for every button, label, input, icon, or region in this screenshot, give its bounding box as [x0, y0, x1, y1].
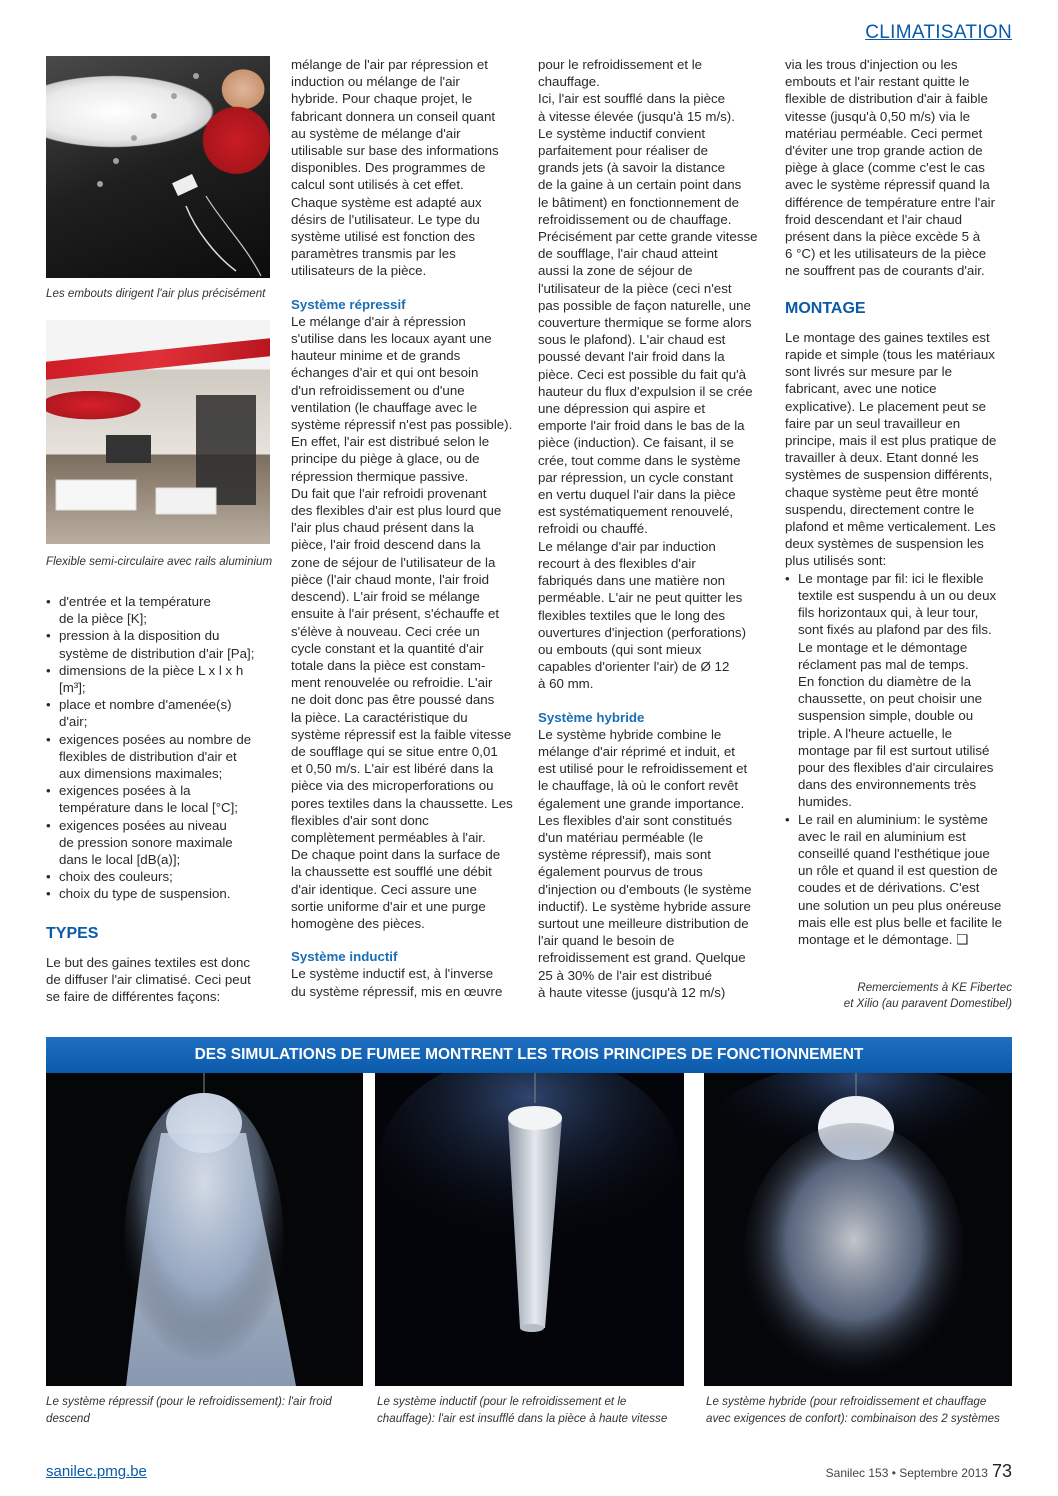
montage-heading: MONTAGE [785, 299, 866, 317]
repressif-heading: Système répressif [291, 296, 406, 312]
photo-semicircular-duct [46, 320, 270, 544]
column-1 [46, 593, 278, 1005]
section-tag: CLIMATISATION [865, 22, 1012, 43]
simulation-caption-inductif: Le système inductif (pour le refroidissement et le chauffage): l'air est insufflé dans la pièce à haute vitesse [377, 1395, 668, 1425]
smoke-image-hybride [704, 1073, 1012, 1386]
hybride-continued-paragraph: via les trous d'injection ou les embouts et l'air restant quitte le flexible de distribution d'air à faible vitesse (jusqu'à 0,50 m/s) via le matériau perméable. Ceci permet d'éviter une trop grande action de piège à glace (comme c'est le cas avec le système répressif quand la différence de température entre l'air froid descendant et l'air chaud présent dans la pièce excède 5 à 6 °C) et les utilisateurs de la pièce ne souffrent pas de courants d'air. [785, 57, 995, 279]
types-heading: TYPES [46, 924, 99, 942]
issue-label: Sanilec 153 • Septembre 2013 [825, 1466, 988, 1480]
list-item: • choix du type de suspension. [46, 885, 278, 902]
intro-paragraph: mélange de l'air par répression et induction ou mélange de l'air hybride. Pour chaque projet, le fabricant donnera un conseil quant au système de mélange d'air utilisable sur base des informations disponibles. Des programmes de calcul sont utilisés à cet effet. Chaque système est adapté aux désirs de l'utilisateur. Le type du système utilisé est fonction des paramètres transmis par les utilisateurs de la pièce. [291, 57, 499, 279]
list-item: • place et nombre d'amenée(s) d'air; [46, 696, 278, 730]
types-paragraph: Le but des gaines textiles est donc de diffuser l'air climatisé. Ceci peut se faire de différentes façons: [46, 954, 251, 1005]
list-item: • Le montage par fil: ici le flexible textile est suspendu à un ou deux fils horizontaux qui, à leur tour, sont fixés au plafond par des fils. Le montage et le démontage réclament pas mal de temps. En fonction du diamètre de la chaussette, on peut choisir une suspension simple, double ou triple. A l'heure actuelle, le montage par fil est surtout utilisé pour des flexibles d'air circulaires dans des environnements très humides. [785, 570, 1015, 811]
inductif-paragraph: Le système inductif est, à l'inverse du système répressif, mis en œuvre [291, 966, 503, 999]
list-item: • Le rail en aluminium: le système avec le rail en aluminium est conseillé quand l'esthétique joue un rôle et quand il est question de coudes et de dérivations. C'est une solution un peu plus onéreuse mais elle est plus belle et facilite le montage et le démontage. ❑ [785, 811, 1015, 949]
hybride-paragraph: Le système hybride combine le mélange d'air réprimé et induit, et est utilisé pour le refroidissement et le chauffage, là où le confort revêt également une grande importance. Les flexibles d'air sont constitués d'un matériau perméable (le système répressif), mais sont également pourvus de trous d'injection ou d'embouts (le système inductif). Le système hybride assure surtout une meilleure distribution de l'air quand le besoin de refroidissement est grand. Quelque 25 à 30% de l'air est distribué à haute vitesse (jusqu'à 12 m/s) [538, 726, 752, 1000]
simulation-caption-repressif: Le système répressif (pour le refroidissement): l'air froid descend [46, 1395, 332, 1425]
list-item: • exigences posées à la température dans le local [°C]; [46, 782, 278, 816]
inductif-heading: Système inductif [291, 949, 398, 965]
hybride-heading: Système hybride [538, 709, 645, 725]
page-number: 73 [991, 1461, 1012, 1481]
inductif-continued-paragraph: pour le refroidissement et le chauffage. Ici, l'air est soufflé dans la pièce à vitesse élevée (jusqu'à 15 m/s). Le système inductif convient parfaitement pour réaliser de grands jets (à savoir la distance de la gaine à un certain point dans le bâtiment) en fonctionnement de refroidissement ou de chauffage. Précisément par cette grande vitesse de soufflage, l'air chaud atteint aussi la zone de séjour de l'utilisateur de la pièce (ceci n'est pas possible de façon naturelle, une couverture thermique se forme alors sous le plafond). L'air chaud est poussé devant l'air froid dans la pièce. Ceci est possible du fait qu'à hauteur du flux d'expulsion il se crée une dépression qui aspire et emporte l'air froid dans le bas de la pièce (induction). Ce faisant, il se crée, tout comme dans le système par répression, un cycle constant en vertu duquel l'air dans la pièce est systématiquement renouvelé, refroidi ou chauffé. Le mélange d'air par induction recourt à des flexibles d'air fabriqués dans une matière non perméable. L'air ne peut quitter les flexibles textiles que le long des ouvertures d'injection (perforations) ou embouts (qui sont mieux capables d'orienter l'air) de Ø 12 à 60 mm. [538, 57, 758, 692]
column-2 [291, 56, 521, 1000]
list-item: • pression à la disposition du système de distribution d'air [Pa]; [46, 627, 278, 661]
list-item: • choix des couleurs; [46, 868, 278, 885]
suspension-list [785, 570, 1015, 948]
smoke-image-inductif [375, 1073, 684, 1386]
repressif-paragraph: Le mélange d'air à répression s'utilise dans les locaux ayant une hauteur minime et de grands échanges d'air et qui ont besoin d'un refroidissement ou d'une ventilation (le chauffage avec le système répressif n'est pas possible). En effet, l'air est distribué selon le principe du piège à glace, ou de répression thermique passive. Du fait que l'air refroidi provenant des flexibles d'air est plus lourd que l'air plus chaud présent dans la pièce, l'air froid descend dans la zone de séjour de l'utilisateur de la pièce (l'air chaud monte, l'air froid descend). L'air froid se mélange ensuite à l'air présent, s'échauffe et s'élève à nouveau. Ceci crée un cycle constant et la quantité d'air totale dans la pièce est constam- ment renouvelée ou refroidie. L'air ne doit donc pas être poussé dans la pièce. La caractéristique du système répressif est la faible vitesse de soufflage qui se situe entre 0,01 et 0,50 m/s. L'air est libéré dans la pièce via des microperforations ou pores textiles dans la chaussette. Les flexibles d'air sont donc complètement perméables à l'air. De chaque point dans la surface de la chaussette est soufflé une débit d'air identique. Ceci assure une sortie uniforme d'air et une purge homogène des pièces. [291, 313, 513, 931]
list-item: • exigences posées au niveau de pression sonore maximale dans le local [dB(a)]; [46, 817, 278, 869]
column-3 [538, 56, 768, 1001]
credits: Remerciements à KE Fibertec et Xilio (au paravent Domestibel) [843, 981, 1012, 1010]
list-item: • exigences posées au nombre de flexibles de distribution d'air et aux dimensions maximales; [46, 731, 278, 783]
lounge-illustration [46, 320, 270, 544]
smoke-image-repressif [46, 1073, 363, 1386]
list-item-continued: • d'entrée et la température de la pièce [K]; [46, 593, 278, 627]
footer-site-link[interactable]: sanilec.pmg.be [46, 1463, 147, 1480]
simulation-caption-hybride: Le système hybride (pour refroidissement et chauffage avec exigences de confort): combinaison des 2 systèmes [706, 1395, 1000, 1425]
requirements-list [46, 593, 278, 903]
photo-caption-top: Les embouts dirigent l'air plus précisément [46, 287, 266, 300]
montage-paragraph: Le montage des gaines textiles est rapide et simple (tous les matériaux sont livrés sur mesure par le fabricant, avec une notice explicative). Le placement peut se faire par un seul travailleur en principe, mais il est plus pratique de travailler à deux. Etant donné les systèmes de suspension différents, chaque système peut être monté suspendu, directement contre le plafond et même verticalement. Les deux systèmes de suspension les plus utilisés sont: [785, 329, 997, 569]
nozzle-duct-illustration [46, 56, 270, 278]
simulations-banner: DES SIMULATIONS DE FUMEE MONTRENT LES TROIS PRINCIPES DE FONCTIONNEMENT [46, 1037, 1012, 1073]
column-4 [785, 56, 1015, 948]
photo-caption-middle: Flexible semi-circulaire avec rails aluminium [46, 555, 273, 568]
list-item: • dimensions de la pièce L x l x h [m³]; [46, 662, 278, 696]
footer-issue [826, 1461, 1012, 1482]
photo-nozzles [46, 56, 270, 278]
